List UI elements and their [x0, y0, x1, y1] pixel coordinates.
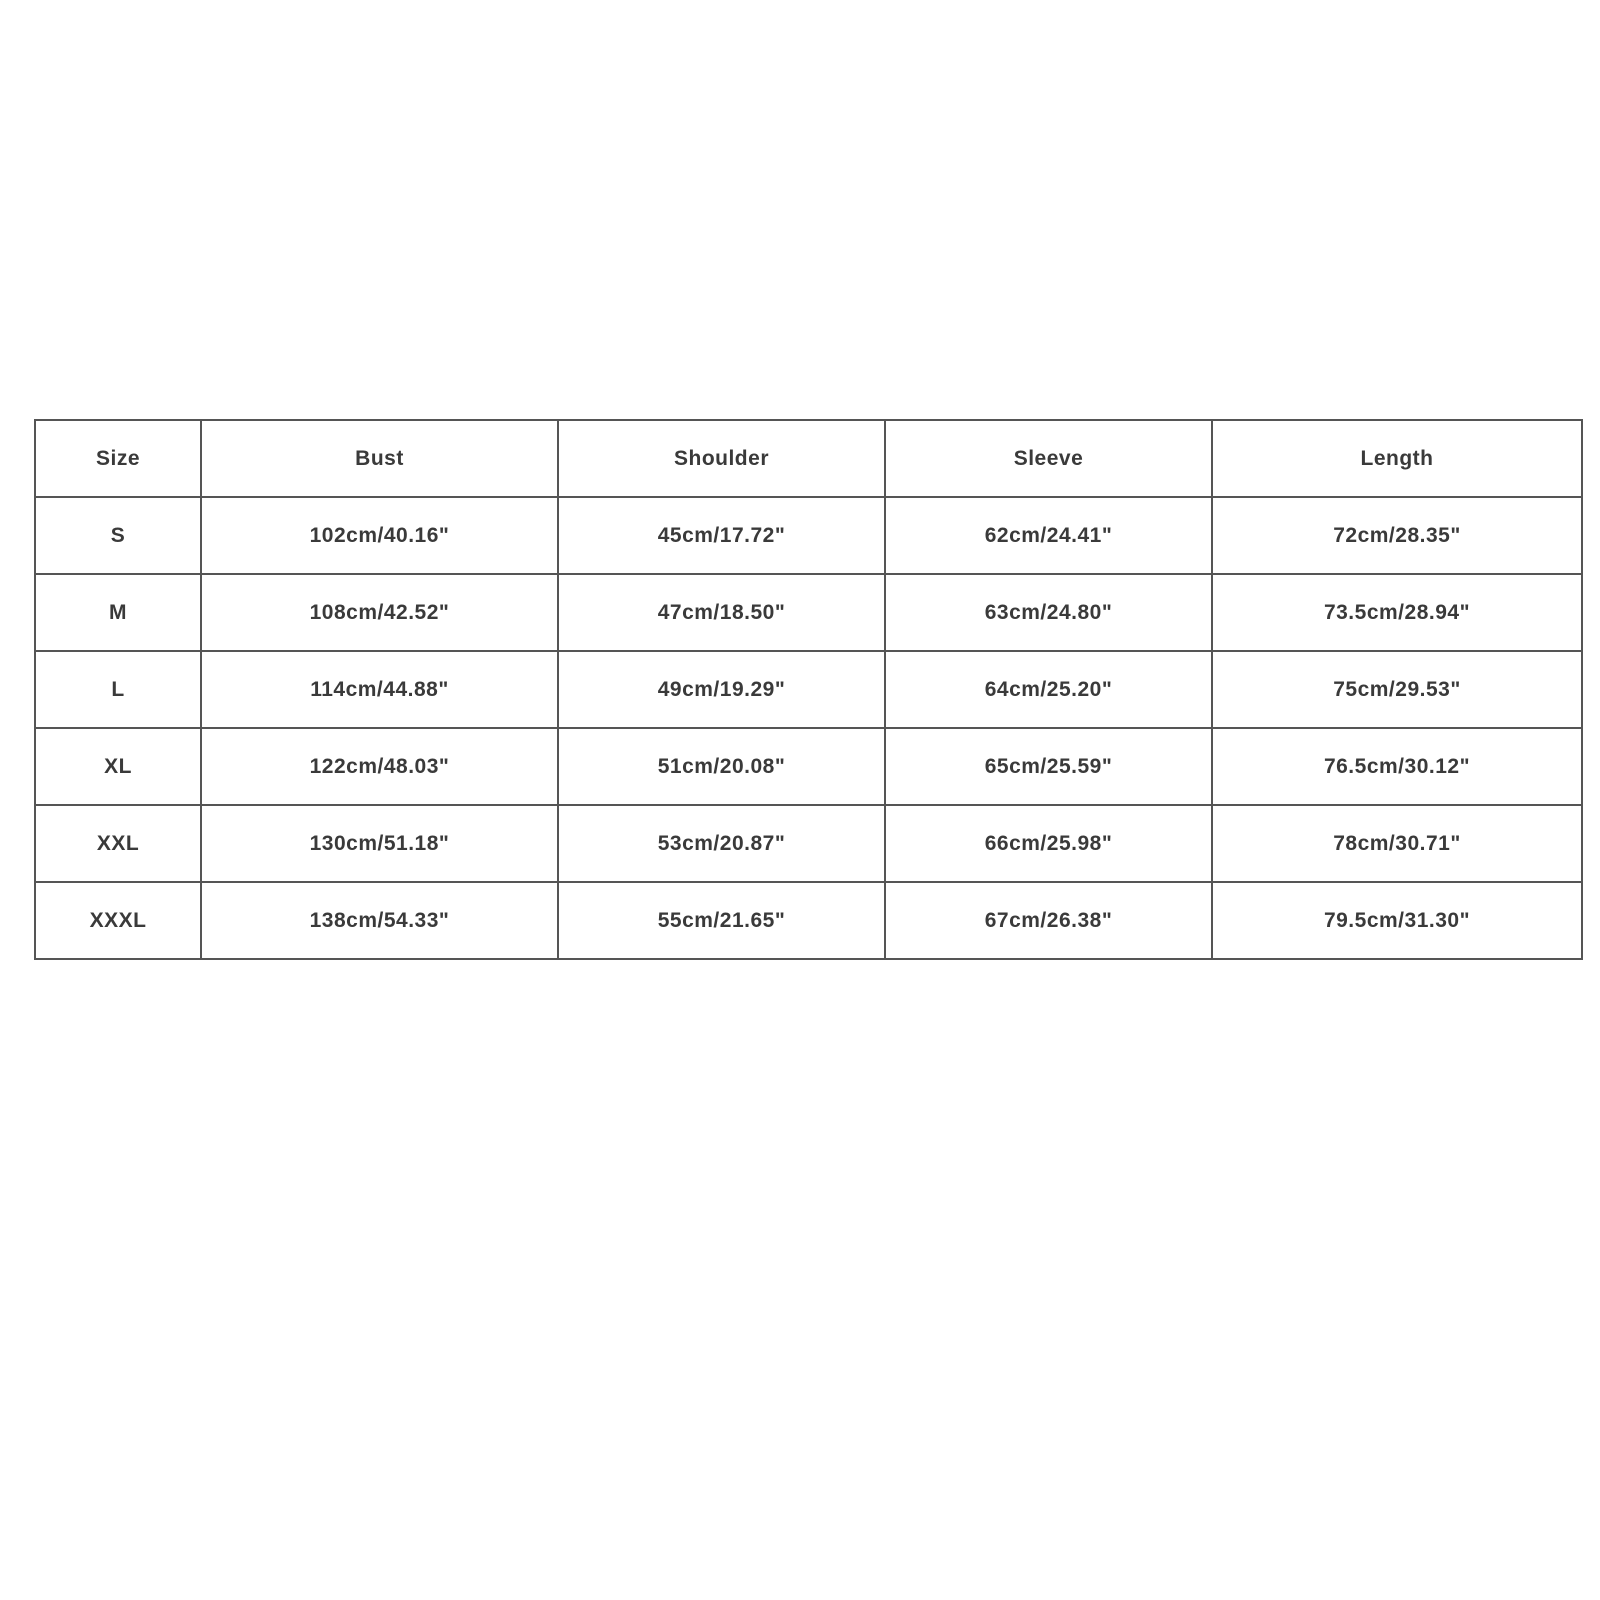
cell-shoulder: 47cm/18.50" — [558, 574, 885, 651]
cell-length: 75cm/29.53" — [1212, 651, 1582, 728]
cell-sleeve: 67cm/26.38" — [885, 882, 1212, 959]
cell-bust: 138cm/54.33" — [201, 882, 558, 959]
cell-sleeve: 62cm/24.41" — [885, 497, 1212, 574]
table-row — [35, 497, 1582, 574]
cell-size: XXL — [35, 805, 201, 882]
cell-sleeve: 66cm/25.98" — [885, 805, 1212, 882]
cell-sleeve: 63cm/24.80" — [885, 574, 1212, 651]
cell-shoulder: 53cm/20.87" — [558, 805, 885, 882]
cell-bust: 130cm/51.18" — [201, 805, 558, 882]
cell-length: 79.5cm/31.30" — [1212, 882, 1582, 959]
cell-bust: 114cm/44.88" — [201, 651, 558, 728]
cell-size: XL — [35, 728, 201, 805]
cell-size: M — [35, 574, 201, 651]
size-chart-table — [34, 419, 1583, 960]
cell-bust: 122cm/48.03" — [201, 728, 558, 805]
cell-size: L — [35, 651, 201, 728]
cell-shoulder: 45cm/17.72" — [558, 497, 885, 574]
header-length: Length — [1212, 420, 1582, 497]
table-row — [35, 805, 1582, 882]
table-row — [35, 728, 1582, 805]
table-row — [35, 651, 1582, 728]
header-shoulder: Shoulder — [558, 420, 885, 497]
cell-length: 78cm/30.71" — [1212, 805, 1582, 882]
cell-size: S — [35, 497, 201, 574]
cell-bust: 108cm/42.52" — [201, 574, 558, 651]
header-bust: Bust — [201, 420, 558, 497]
cell-shoulder: 51cm/20.08" — [558, 728, 885, 805]
table-header-row — [35, 420, 1582, 497]
cell-sleeve: 65cm/25.59" — [885, 728, 1212, 805]
cell-length: 73.5cm/28.94" — [1212, 574, 1582, 651]
header-sleeve: Sleeve — [885, 420, 1212, 497]
cell-shoulder: 55cm/21.65" — [558, 882, 885, 959]
table-row — [35, 574, 1582, 651]
cell-size: XXXL — [35, 882, 201, 959]
cell-sleeve: 64cm/25.20" — [885, 651, 1212, 728]
cell-length: 76.5cm/30.12" — [1212, 728, 1582, 805]
table-row — [35, 882, 1582, 959]
cell-length: 72cm/28.35" — [1212, 497, 1582, 574]
cell-bust: 102cm/40.16" — [201, 497, 558, 574]
header-size: Size — [35, 420, 201, 497]
cell-shoulder: 49cm/19.29" — [558, 651, 885, 728]
